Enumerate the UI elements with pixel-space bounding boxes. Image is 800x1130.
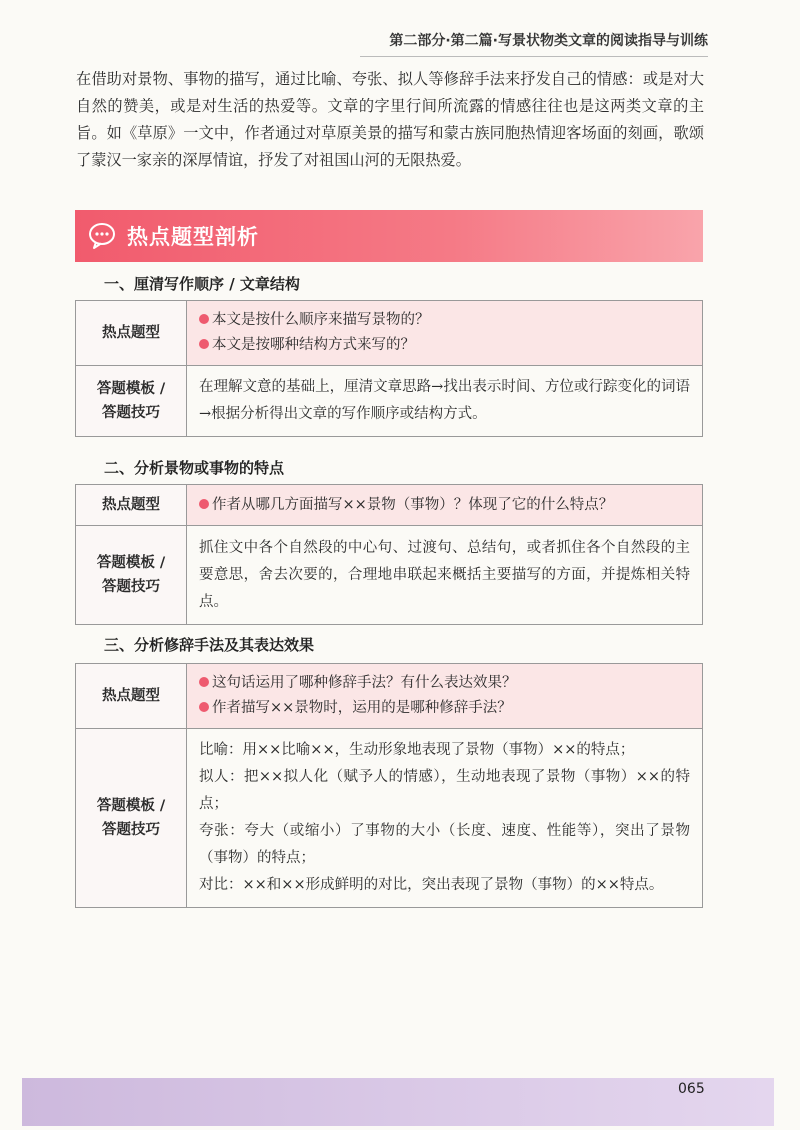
answer-row (76, 729, 703, 908)
answer-cell (187, 729, 703, 908)
answer-label-line: 答题模板 / (96, 555, 166, 571)
bullet-dot-icon (199, 499, 209, 509)
answer-text: 比喻：用××比喻××，生动形象地表现了景物（事物）××的特点； (199, 742, 635, 758)
bullet-dot-icon (199, 314, 209, 324)
question-text: 作者描写××景物时，运用的是哪种修辞手法？ (212, 700, 512, 716)
bullet-dot-icon (199, 702, 209, 712)
question-cell (187, 301, 703, 366)
answer-cell (187, 526, 703, 625)
question-text: 这句话运用了哪种修辞手法？有什么表达效果？ (212, 675, 517, 691)
answer-row (76, 366, 703, 437)
answer-label (76, 366, 187, 437)
answer-text: 对比：××和××形成鲜明的对比，突出表现了景物（事物）的××特点。 (199, 877, 664, 893)
question-item (199, 696, 690, 721)
question-item (199, 671, 690, 696)
question-cell (187, 664, 703, 729)
question-label: 热点题型 (76, 485, 187, 526)
section-banner (75, 210, 703, 262)
answer-cell (187, 366, 703, 437)
qa-table (75, 300, 703, 437)
question-row (76, 664, 703, 729)
answer-label-line: 答题技巧 (102, 822, 160, 838)
answer-label-line: 答题模板 / (96, 798, 166, 814)
section-heading: 一、厘清写作顺序 / 文章结构 (104, 275, 300, 293)
footer-bar (22, 1078, 774, 1126)
answer-text: 拟人：把××拟人化（赋予人的情感），生动地表现了景物（事物）××的特点； (199, 769, 690, 812)
answer-label-line: 答题模板 / (96, 381, 166, 397)
answer-label (76, 729, 187, 908)
section-heading: 三、分析修辞手法及其表达效果 (104, 636, 315, 654)
question-text: 本文是按哪种结构方式来写的？ (212, 337, 415, 353)
question-text: 本文是按什么顺序来描写景物的？ (212, 312, 430, 328)
section-heading: 二、分析景物或事物的特点 (104, 459, 285, 477)
answer-text: 抓住文中各个自然段的中心句、过渡句、总结句，或者抓住各个自然段的主要意思，舍去次要的，合理地串联起来概括主要描写的方面，并提炼相关特点。 (199, 539, 690, 610)
question-row (76, 301, 703, 366)
qa-table (75, 484, 703, 625)
answer-row (76, 526, 703, 625)
page-number: 065 (678, 1081, 705, 1097)
answer-label (76, 526, 187, 625)
answer-text: 夸张：夸大（或缩小）了事物的大小（长度、速度、性能等），突出了景物（事物）的特点； (199, 823, 690, 866)
bullet-dot-icon (199, 677, 209, 687)
question-text: 作者从哪几方面描写××景物（事物）？体现了它的什么特点？ (212, 496, 614, 513)
question-item (199, 308, 690, 333)
bullet-dot-icon (199, 339, 209, 349)
speech-bubble-icon (87, 221, 117, 251)
question-label: 热点题型 (76, 664, 187, 729)
running-header: 第二部分·第二篇·写景状物类文章的阅读指导与训练 (360, 30, 708, 57)
intro-paragraph: 在借助对景物、事物的描写，通过比喻、夸张、拟人等修辞手法来抒发自己的情感：或是对大自然的赞美，或是对生活的热爱等。文章的字里行间所流露的情感往往也是这两类文章的主旨。如《草原》一文中，作者通过对草原美景的描写和蒙古族同胞热情迎客场面的刻画，歌颂了蒙汉一家亲的深厚情谊，抒发了对祖国山河的无限热爱。 (76, 70, 704, 169)
question-row (76, 485, 703, 526)
question-item (199, 493, 690, 518)
answer-text: 在理解文意的基础上，厘清文章思路→找出表示时间、方位或行踪变化的词语→根据分析得出文章的写作顺序或结构方式。 (199, 379, 690, 422)
banner-title: 热点题型剖析 (127, 225, 259, 249)
answer-label-line: 答题技巧 (102, 579, 160, 595)
question-cell (187, 485, 703, 526)
answer-label-line: 答题技巧 (102, 405, 160, 421)
question-item (199, 333, 690, 358)
question-label: 热点题型 (76, 301, 187, 366)
qa-table (75, 663, 703, 908)
